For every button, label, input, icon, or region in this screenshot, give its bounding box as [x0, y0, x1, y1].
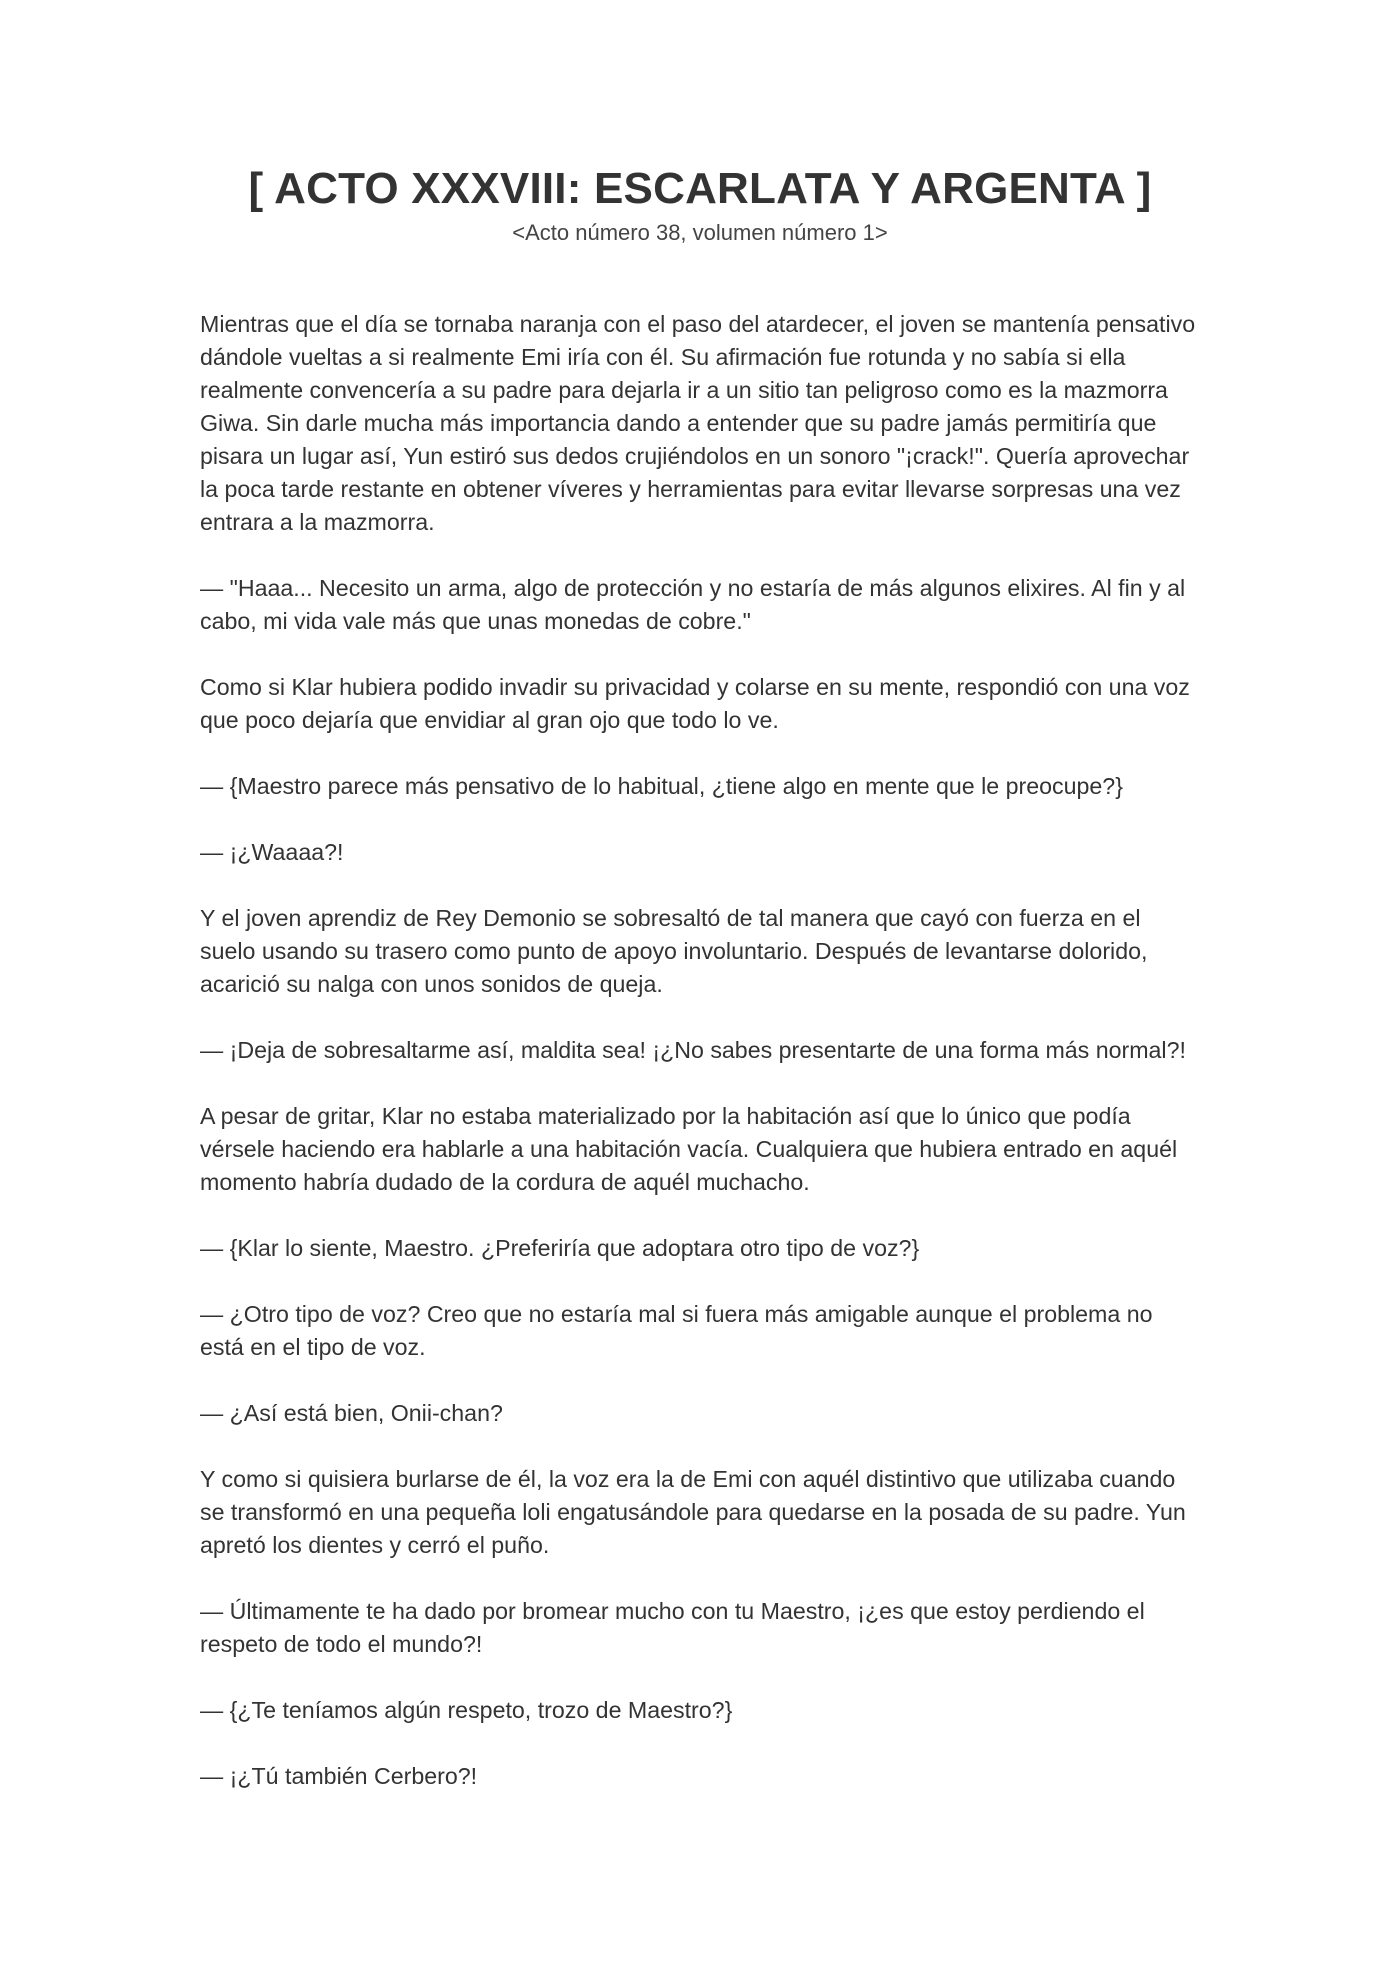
chapter-subtitle: <Acto número 38, volumen número 1> [512, 220, 888, 245]
paragraph: — ¡¿Tú también Cerbero?! [200, 1763, 478, 1789]
paragraph: Mientras que el día se tornaba naranja con el paso del atardecer, el joven se mantenía pensativo dándole vueltas a si realmente Emi iría con él. Su afirmación fue rotunda y no sabía si ella realmente convencería a su padre para dejarla ir a un sitio tan peligroso como es la mazmorra Giwa. Sin darle mucha más importancia dando a entender que su padre jamás permitiría que pisara un lugar así, Yun estiró sus dedos crujiéndolos en un sonoro "¡crack!". Quería aprovechar la poca tarde restante en obtener víveres y herramientas para evitar llevarse sorpresas una vez entrara a la mazmorra. [200, 311, 1196, 535]
paragraph: — {Klar lo siente, Maestro. ¿Preferiría que adoptara otro tipo de voz?} [200, 1235, 920, 1261]
chapter-title: [ ACTO XXXVIII: ESCARLATA Y ARGENTA ] [248, 164, 1152, 213]
document-body [200, 308, 1200, 1793]
paragraph: — Últimamente te ha dado por bromear mucho con tu Maestro, ¡¿es que estoy perdiendo el respeto de todo el mundo?! [200, 1598, 1145, 1657]
document-page [200, 160, 1200, 1826]
paragraph: — ¡¿Waaaa?! [200, 839, 344, 865]
paragraph: — ¡Deja de sobresaltarme así, maldita sea! ¡¿No sabes presentarte de una forma más normal?! [200, 1037, 1186, 1063]
paragraph: — {Maestro parece más pensativo de lo habitual, ¿tiene algo en mente que le preocupe?} [200, 773, 1123, 799]
paragraph: — {¿Te teníamos algún respeto, trozo de Maestro?} [200, 1697, 733, 1723]
paragraph: — ¿Así está bien, Onii-chan? [200, 1400, 503, 1426]
paragraph: — ¿Otro tipo de voz? Creo que no estaría mal si fuera más amigable aunque el problema no está en el tipo de voz. [200, 1301, 1153, 1360]
paragraph: — "Haaa... Necesito un arma, algo de protección y no estaría de más algunos elixires. Al fin y al cabo, mi vida vale más que unas monedas de cobre." [200, 575, 1186, 634]
paragraph: Y el joven aprendiz de Rey Demonio se sobresaltó de tal manera que cayó con fuerza en el suelo usando su trasero como punto de apoyo involuntario. Después de levantarse dolorido, acarició su nalga con unos sonidos de queja. [200, 905, 1148, 997]
paragraph: Y como si quisiera burlarse de él, la voz era la de Emi con aquél distintivo que utilizaba cuando se transformó en una pequeña loli engatusándole para quedarse en la posada de su padre. Yun apretó los dientes y cerró el puño. [200, 1466, 1186, 1558]
paragraph: Como si Klar hubiera podido invadir su privacidad y colarse en su mente, respondió con una voz que poco dejaría que envidiar al gran ojo que todo lo ve. [200, 674, 1190, 733]
paragraph: A pesar de gritar, Klar no estaba materializado por la habitación así que lo único que podía vérsele haciendo era hablarle a una habitación vacía. Cualquiera que hubiera entrado en aquél momento habría dudado de la cordura de aquél muchacho. [200, 1103, 1178, 1195]
